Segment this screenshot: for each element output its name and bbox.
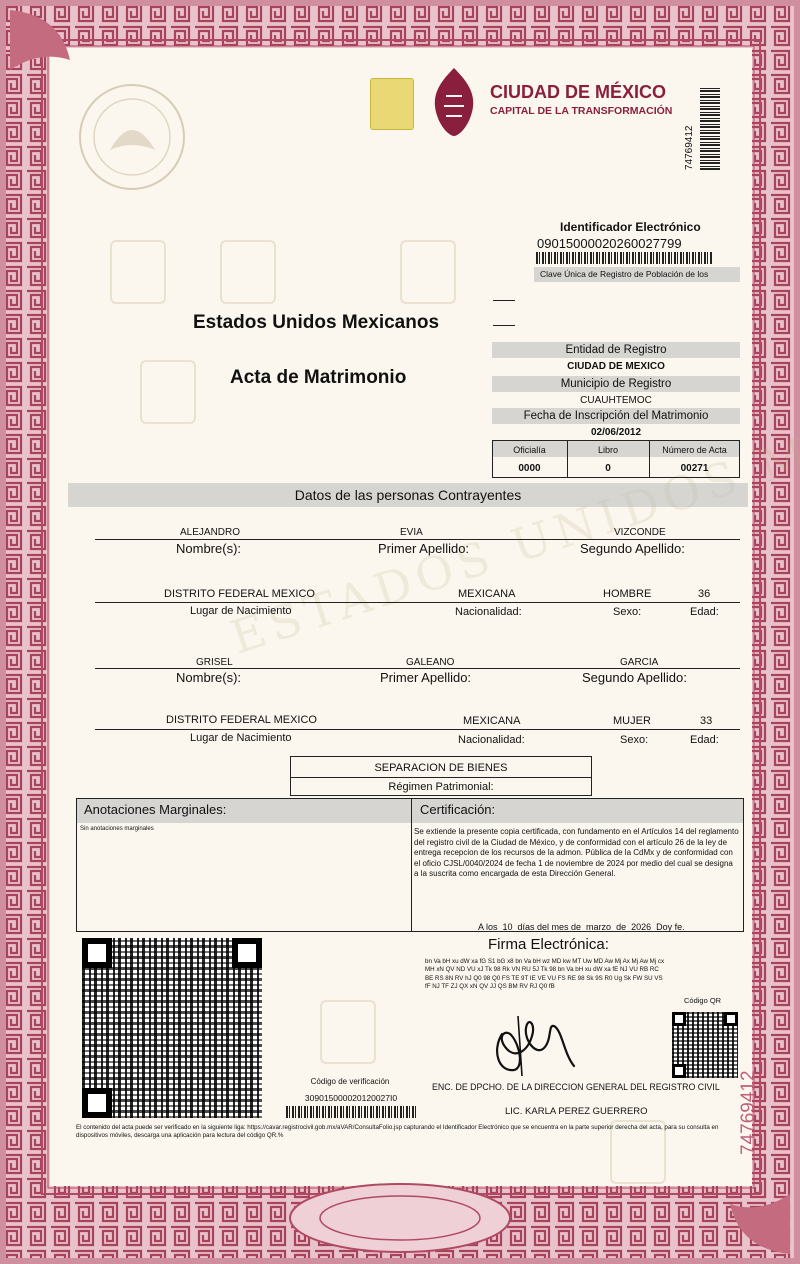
act-number-label: Número de Acta xyxy=(662,445,727,455)
vertical-barcode-number: 74769412 xyxy=(684,125,695,170)
person2-age-label: Edad: xyxy=(690,734,719,746)
signature-qr-code xyxy=(672,1012,738,1078)
person1-nationality-label: Nacionalidad: xyxy=(455,606,522,618)
verification-code: 309015000020120027I0 xyxy=(304,1093,398,1103)
person2-sex: MUJER xyxy=(613,715,651,727)
verification-qr-code xyxy=(82,938,262,1118)
rule xyxy=(95,602,740,603)
marriage-date-value: 02/06/2012 xyxy=(590,427,642,438)
side-number: 74769412 xyxy=(738,1070,759,1155)
book-label: Libro xyxy=(597,445,618,455)
person2-second-surname-label: Segundo Apellido: xyxy=(582,670,687,685)
signer-name: LIC. KARLA PEREZ GUERRERO xyxy=(505,1106,648,1117)
signer-office: ENC. DE DPCHO. DE LA DIRECCION GENERAL DEL REGISTRO CIVIL xyxy=(432,1082,720,1092)
person2-birthplace: DISTRITO FEDERAL MEXICO xyxy=(166,714,317,726)
regime-label: Régimen Patrimonial: xyxy=(388,781,494,793)
municipality-value: CUAUHTEMOC xyxy=(580,395,652,406)
person1-second-surname: VIZCONDE xyxy=(614,527,666,538)
vertical-barcode xyxy=(700,86,720,170)
signature-hash xyxy=(425,958,664,991)
verification-code-label: Código de verificación xyxy=(310,1077,390,1086)
electronic-id-label: Identificador Electrónico xyxy=(560,220,701,234)
office-label: Oficialía xyxy=(513,445,546,455)
watermark-emblem xyxy=(400,240,456,304)
dash xyxy=(493,300,515,301)
act-number-value: 00271 xyxy=(680,463,709,474)
municipality-label: Municipio de Registro xyxy=(560,378,672,390)
person1-birthplace: DISTRITO FEDERAL MEXICO xyxy=(164,588,315,600)
person2-first-surname: GALEANO xyxy=(406,657,455,668)
person2-nationality: MEXICANA xyxy=(463,715,521,727)
city-slogan: CAPITAL DE LA TRANSFORMACIÓN xyxy=(490,105,673,117)
person1-sex: HOMBRE xyxy=(603,588,652,600)
rule xyxy=(95,729,740,730)
regime-divider xyxy=(290,777,592,778)
document-title: Acta de Matrimonio xyxy=(230,367,407,388)
office-value: 0000 xyxy=(518,463,541,474)
persons-section-title: Datos de las personas Contrayentes xyxy=(294,487,522,503)
person2-names: GRISEL xyxy=(196,657,233,668)
rule xyxy=(95,539,740,540)
person1-birthplace-label: Lugar de Nacimiento xyxy=(190,605,292,617)
person2-sex-label: Sexo: xyxy=(620,734,649,746)
qr-label: Código QR xyxy=(684,996,722,1005)
hash-line: BE RS 8N RV hJ Q0 98 Q0 FS TE 9T IE VE VU FS RE 98 Sk 9S R0 Ug Sk FW SU VS xyxy=(425,974,663,982)
person1-first-surname: EVIA xyxy=(400,527,423,538)
book-value: 0 xyxy=(605,463,611,474)
footer-note: El contenido del acta puede ser verificado en la siguiente liga: https://cavar.registrocivil.gob.mx/aVAR/ConsultaFolio.jsp capturando el Identificador Electrónico que se encuentra en la parte superior derecha del acta, para su consulta en dispositivos móviles, descarga una aplicación para lectura del código QR.% xyxy=(76,1124,719,1139)
watermark-emblem xyxy=(220,240,276,304)
city-name: CIUDAD DE MÉXICO xyxy=(490,82,667,102)
person1-first-surname-label: Primer Apellido: xyxy=(378,541,470,556)
person1-names: ALEJANDRO xyxy=(180,527,241,538)
electronic-id-value: 09015000020260027799 xyxy=(537,236,682,251)
hash-line: bn Va bH xu dW xa fG S1 bG x8 bn Va bH wz MD kw MT Uw MD Aw Mj Ax Mj Aw Mj cx xyxy=(425,958,665,965)
person2-first-surname-label: Primer Apellido: xyxy=(380,670,472,685)
verification-barcode xyxy=(286,1106,416,1118)
person2-nationality-label: Nacionalidad: xyxy=(458,734,525,746)
gold-coat-of-arms-icon xyxy=(370,78,414,130)
marriage-date-label: Fecha de Inscripción del Matrimonio xyxy=(523,410,709,422)
regime-value: SEPARACION DE BIENES xyxy=(374,762,508,774)
person1-sex-label: Sexo: xyxy=(613,606,642,618)
electronic-id-barcode xyxy=(536,252,712,264)
certification-date-line: A los 10 días del mes de marzo de 2026 Doy fe. xyxy=(478,922,685,932)
hash-line: fF NJ TF ZJ QX xN QV JJ QS BM RV RJ Q0 fB xyxy=(425,982,555,990)
person1-age-label: Edad: xyxy=(690,606,719,618)
person2-second-surname: GARCIA xyxy=(620,657,659,668)
annotations-text: Sin anotaciones marginales xyxy=(80,826,154,832)
dash xyxy=(493,325,515,326)
person1-nationality: MEXICANA xyxy=(458,588,516,600)
certification-text: Se extiende la presente copia certificada, con fundamento en el Artículos 14 del reglamento del registro civil de la Ciudad de México, y de conformidad con el artículo 26 de la ley de entrega recepcion de los recursos de la admon. Pública de la CdMx y de conformidad con el oficio CJSL/0040/2024 de fecha 1 de noviembre de 2024 por medio del cual se designa a la suscrita como encargada de esta Dirección General. xyxy=(414,827,739,878)
watermark-emblem xyxy=(110,240,166,304)
watermark-text: ESTADOS UNIDOS xyxy=(224,448,750,665)
person1-age: 36 xyxy=(698,588,711,600)
annotations-title: Anotaciones Marginales: xyxy=(84,802,227,817)
country-title: Estados Unidos Mexicanos xyxy=(193,312,440,333)
entity-label: Entidad de Registro xyxy=(565,344,667,356)
rule xyxy=(95,668,740,669)
cdmx-logo-icon xyxy=(428,66,480,138)
person2-birthplace-label: Lugar de Nacimiento xyxy=(190,732,292,744)
person1-names-label: Nombre(s): xyxy=(176,541,242,556)
hash-line: MH xN QV ND VU xJ Tk 98 Rk VN RU 5J Tk 98 bn Va bH xu dW xa fE NJ VU RB RC xyxy=(425,966,659,974)
entity-value: CIUDAD DE MEXICO xyxy=(567,361,665,372)
signature-title: Firma Electrónica: xyxy=(488,936,609,953)
person2-names-label: Nombre(s): xyxy=(176,670,242,685)
handwritten-signature xyxy=(488,1006,578,1078)
national-seal-icon xyxy=(75,80,190,195)
person1-second-surname-label: Segundo Apellido: xyxy=(580,541,685,556)
person2-age: 33 xyxy=(700,715,713,727)
watermark-emblem xyxy=(140,360,196,424)
certification-title: Certificación: xyxy=(420,802,496,817)
watermark-emblem xyxy=(320,1000,376,1064)
curp-label: Clave Única de Registro de Población de los xyxy=(540,269,709,279)
